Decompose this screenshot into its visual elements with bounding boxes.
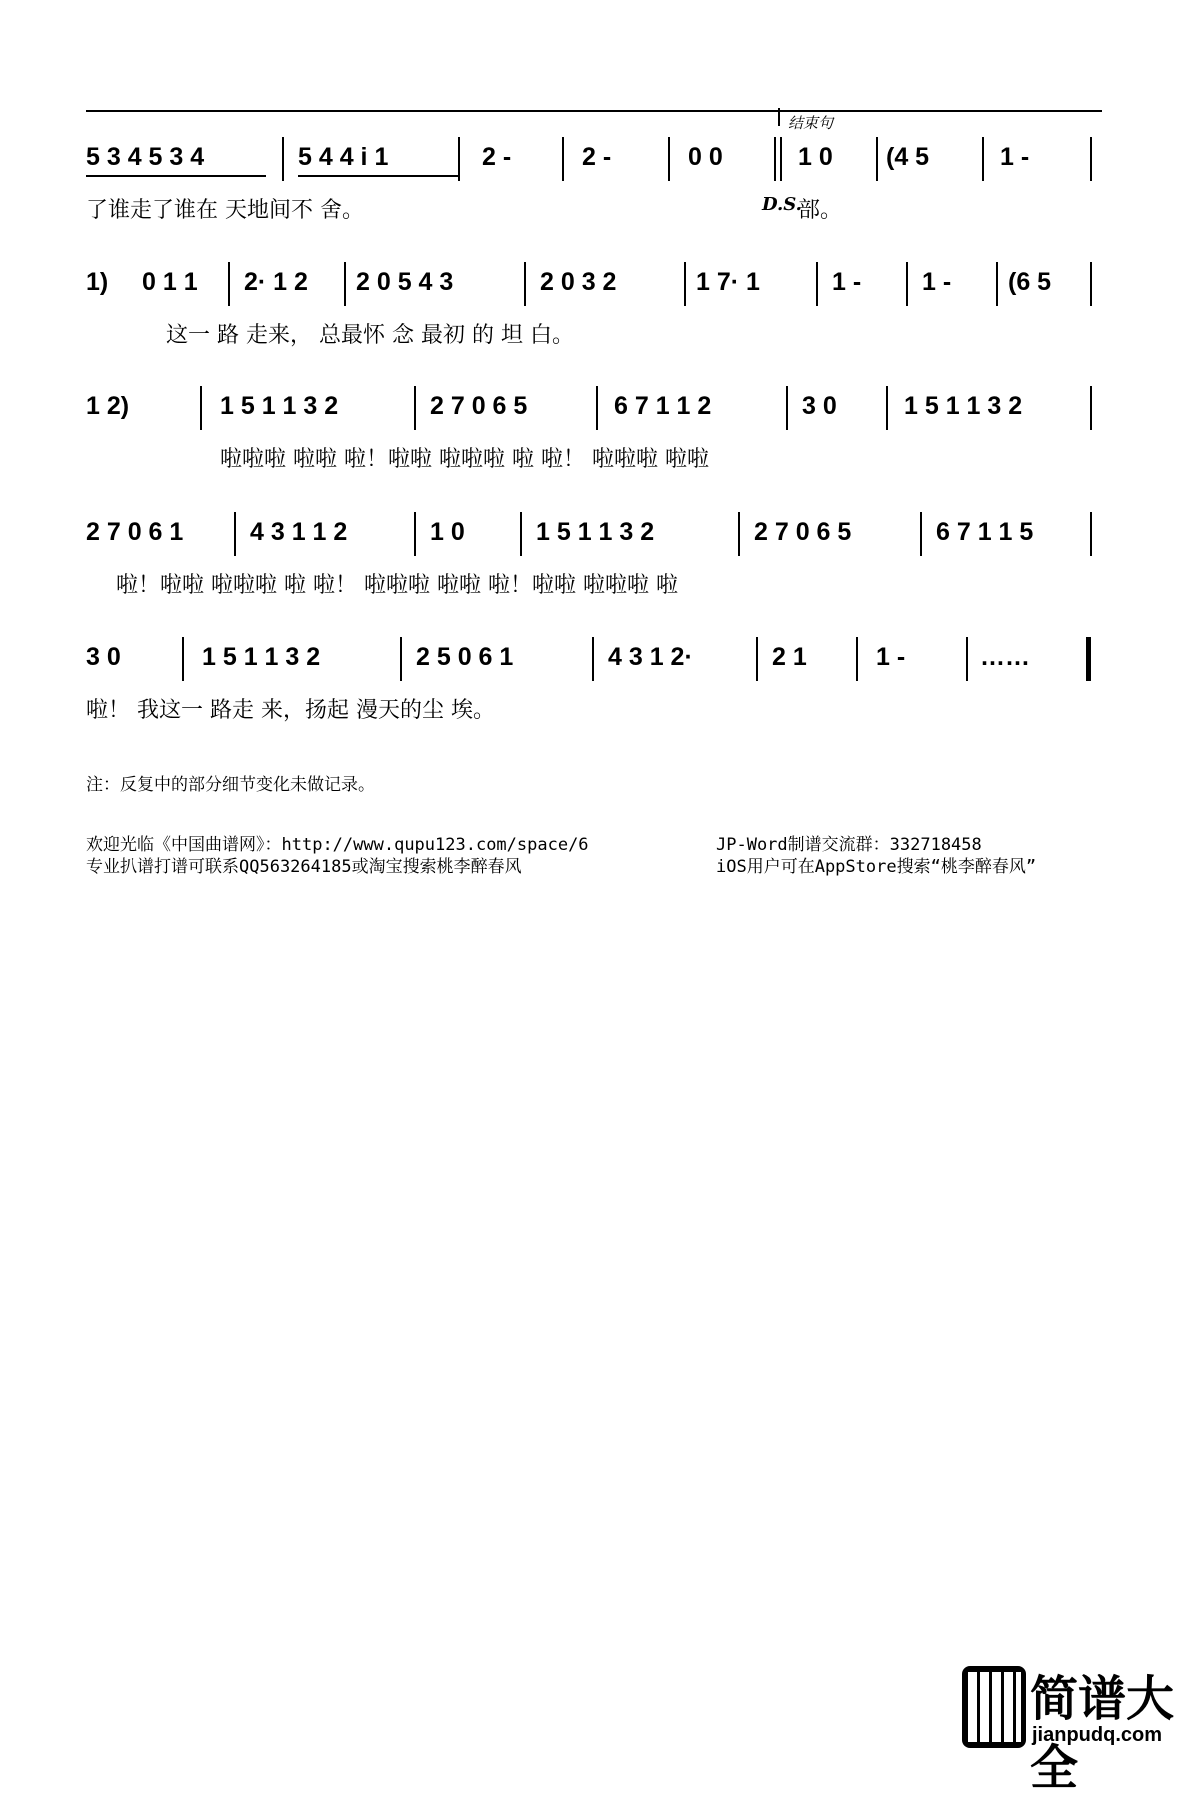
measure-5: 2 7 0 6 5 — [754, 518, 852, 546]
measure-1: 5 3 4 5 3 4 — [86, 143, 205, 171]
measure-7: …… — [980, 643, 1030, 671]
footer-ios: iOS用户可在AppStore搜索“桃李醉春风” — [716, 857, 1037, 877]
measure-1: 1 2) — [86, 392, 130, 420]
measure-2: 1 5 1 1 3 2 — [220, 392, 339, 420]
barline — [996, 262, 998, 306]
measure-3: 2 - — [482, 143, 512, 171]
measure-7: 1 - — [832, 268, 862, 296]
barline — [282, 137, 284, 181]
barline — [906, 262, 908, 306]
measure-2: 0 1 1 — [142, 268, 198, 296]
score-row-1 — [86, 143, 1102, 253]
barline — [684, 262, 686, 306]
lyrics-row-2 — [86, 318, 1102, 358]
measure-4: 4 3 1 2· — [608, 643, 693, 671]
barline — [1090, 262, 1092, 306]
measure-1: 3 0 — [86, 643, 121, 671]
barline — [886, 386, 888, 430]
measure-4: 2 0 5 4 3 — [356, 268, 454, 296]
notes-row-1 — [86, 143, 1102, 183]
lyric-line: 啦！啦啦 啦啦啦 啦 啦！ 啦啦啦 啦啦 啦！啦啦 啦啦啦 啦 — [116, 573, 678, 598]
barline — [876, 137, 878, 181]
measure-2: 1 5 1 1 3 2 — [202, 643, 321, 671]
site-logo — [962, 1654, 1188, 1796]
measure-5: 2 1 — [772, 643, 807, 671]
piano-keys-icon — [962, 1666, 1026, 1748]
top-rule — [86, 110, 1102, 112]
barline — [562, 137, 564, 181]
notes-row-2 — [86, 268, 1102, 308]
measure-3: 2 5 0 6 1 — [416, 643, 514, 671]
measure-1: 1) — [86, 268, 109, 296]
footer-contact: 专业扒谱打谱可联系QQ563264185或淘宝搜索桃李醉春风 — [86, 857, 522, 877]
footnote: 注：反复中的部分细节变化未做记录。 — [86, 775, 375, 795]
barline — [520, 512, 522, 556]
barline — [756, 637, 758, 681]
score-row-5 — [86, 643, 1102, 753]
barline — [738, 512, 740, 556]
double-barline — [774, 137, 776, 181]
barline — [920, 512, 922, 556]
barline — [786, 386, 788, 430]
ending-bracket — [778, 108, 780, 126]
barline — [524, 262, 526, 306]
measure-6: 1 7· 1 — [696, 268, 760, 296]
lyric-tail: 部。 — [798, 198, 843, 223]
barline — [414, 512, 416, 556]
barline — [414, 386, 416, 430]
measure-7: (4 5 — [886, 143, 930, 171]
measure-8: 1 - — [922, 268, 952, 296]
barline — [1090, 512, 1092, 556]
barline — [982, 137, 984, 181]
lyric-line: 啦啦啦 啦啦 啦！啦啦 啦啦啦 啦 啦！ 啦啦啦 啦啦 — [220, 447, 709, 472]
lyric-line: 了谁走了谁在 天地间不 舍。 — [86, 198, 364, 223]
score-row-2 — [86, 268, 1102, 378]
measure-3: 2 7 0 6 5 — [430, 392, 528, 420]
measure-4: 1 5 1 1 3 2 — [536, 518, 655, 546]
measure-2: 4 3 1 1 2 — [250, 518, 348, 546]
measure-8: 1 - — [1000, 143, 1030, 171]
lyrics-row-4 — [86, 568, 1102, 608]
lyrics-row-5 — [86, 693, 1102, 733]
lyric-line: 啦！ 我这一 路走 来，扬起 漫天的尘 埃。 — [86, 698, 495, 723]
logo-url: jianpudq.com — [1032, 1724, 1162, 1746]
measure-6: 1 5 1 1 3 2 — [904, 392, 1023, 420]
notes-row-5 — [86, 643, 1102, 683]
measure-4: 2 - — [582, 143, 612, 171]
measure-2: 5 4 4 i 1 — [298, 143, 389, 171]
barline — [458, 137, 460, 181]
measure-1: 2 7 0 6 1 — [86, 518, 184, 546]
barline — [816, 262, 818, 306]
measure-6: 1 - — [876, 643, 906, 671]
notes-row-4 — [86, 518, 1102, 558]
final-barline — [1086, 637, 1091, 681]
underline — [298, 175, 458, 177]
measure-5: 2 0 3 2 — [540, 268, 617, 296]
measure-9: (6 5 — [1008, 268, 1052, 296]
measure-6: 6 7 1 1 5 — [936, 518, 1034, 546]
measure-4: 6 7 1 1 2 — [614, 392, 712, 420]
barline — [592, 637, 594, 681]
barline — [966, 637, 968, 681]
barline — [1090, 386, 1092, 430]
underline — [86, 175, 266, 177]
measure-5: 3 0 — [802, 392, 837, 420]
barline — [234, 512, 236, 556]
barline — [182, 637, 184, 681]
logo-name: 简谱大全 — [1030, 1671, 1175, 1796]
measure-3: 1 0 — [430, 518, 465, 546]
barline — [668, 137, 670, 181]
double-barline — [780, 137, 782, 181]
barline — [400, 637, 402, 681]
notes-row-3 — [86, 392, 1102, 432]
score-row-3 — [86, 392, 1102, 502]
lyrics-row-1 — [86, 193, 1102, 233]
barline — [596, 386, 598, 430]
lyrics-row-3 — [86, 442, 1102, 482]
lyric-line: 这一 路 走来， 总最怀 念 最初 的 坦 白。 — [166, 323, 574, 348]
measure-5: 0 0 — [688, 143, 723, 171]
footer-group: JP-Word制谱交流群：332718458 — [716, 835, 982, 855]
footer-website: 欢迎光临《中国曲谱网》：http://www.qupu123.com/space/6 — [86, 835, 589, 855]
ending-label: 结束句 — [788, 114, 834, 132]
barline — [344, 262, 346, 306]
score-row-4 — [86, 518, 1102, 628]
measure-3: 2· 1 2 — [244, 268, 308, 296]
barline — [228, 262, 230, 306]
barline — [856, 637, 858, 681]
ds-mark: D.S. — [762, 194, 802, 215]
barline — [200, 386, 202, 430]
barline — [1090, 137, 1092, 181]
measure-6: 1 0 — [798, 143, 833, 171]
